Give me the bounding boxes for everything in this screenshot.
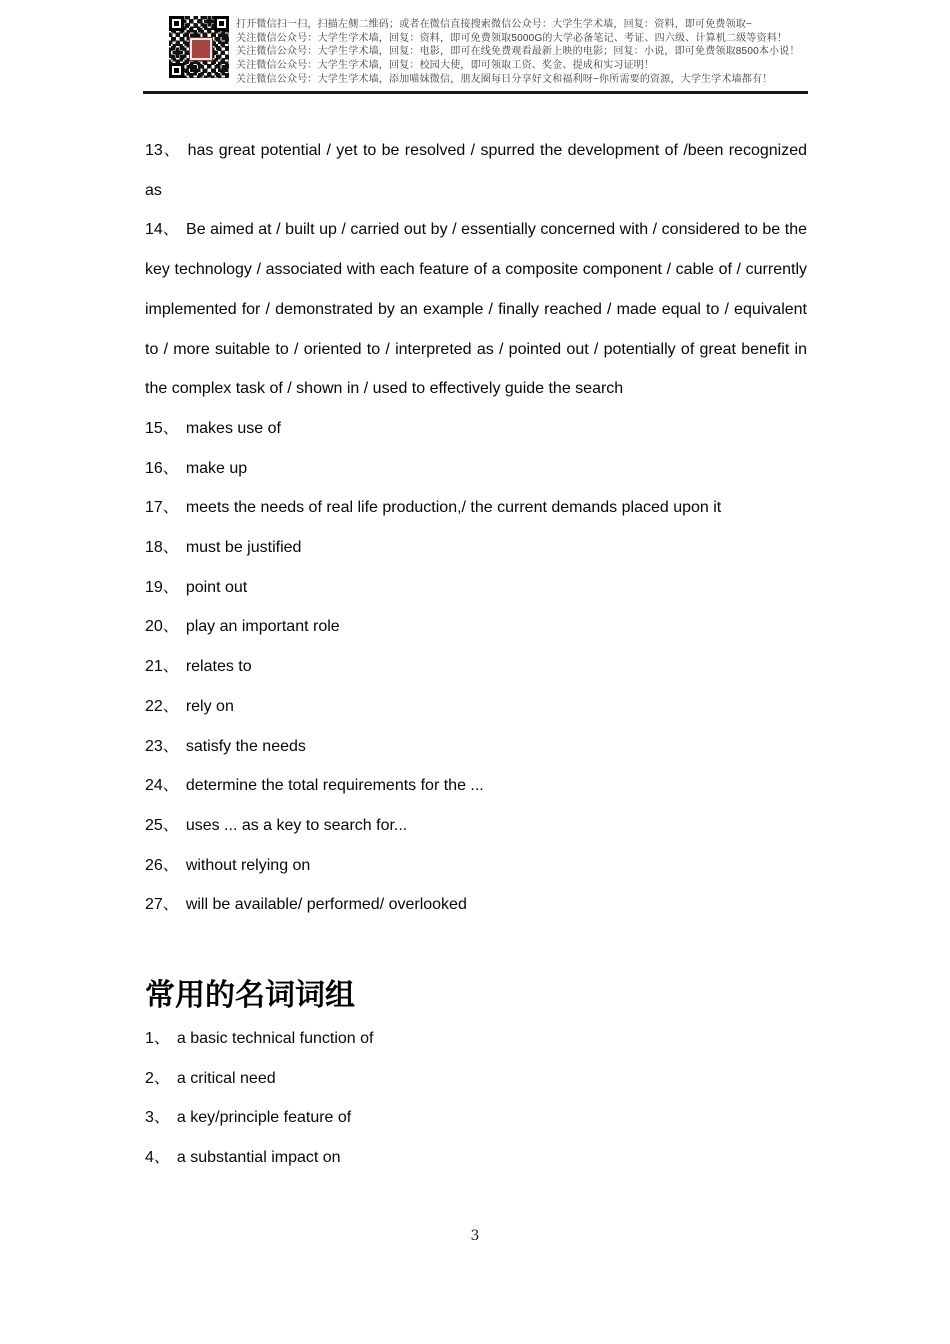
header-line-1: 打开微信扫一扫，扫描左侧二维码；或者在微信直接搜索微信公众号：大学生学术墙，回复：资料，即可免费领取~ <box>236 19 753 30</box>
list-item <box>145 131 807 210</box>
item-text: determine the total requirements for the ... <box>185 777 484 795</box>
page-header <box>169 16 800 87</box>
item-text: a critical need <box>176 1069 276 1087</box>
item-number: 16、 <box>145 459 179 477</box>
item-text: a basic technical function of <box>176 1030 374 1048</box>
item-text: meets the needs of real life production,/ the current demands placed upon it <box>185 499 722 517</box>
list-item <box>145 766 807 806</box>
item-text: has great potential / yet to be resolved / spurred the development of /been recognized as <box>145 142 807 199</box>
list-item <box>145 727 807 767</box>
section-title: 常用的名词词组 <box>145 978 355 1014</box>
item-number: 22、 <box>145 697 179 715</box>
qr-finder-top-right <box>214 16 229 31</box>
header-divider <box>143 91 808 94</box>
header-line-2: 关注微信公众号：大学生学术墙，回复：资料，即可免费领取5000G的大学必备笔记、考证、四六级、计算机二级等资料！ <box>236 32 788 44</box>
item-number: 13、 <box>145 142 181 159</box>
list-item <box>145 1019 807 1059</box>
list-item <box>145 1138 807 1178</box>
item-number: 4、 <box>145 1149 170 1167</box>
item-text: uses ... as a key to search for... <box>185 816 408 834</box>
item-text: relates to <box>185 658 252 676</box>
list-item <box>145 647 807 687</box>
item-text: satisfy the needs <box>185 737 306 755</box>
qr-center-logo <box>190 38 212 60</box>
item-number: 2、 <box>145 1069 170 1087</box>
item-text: rely on <box>185 697 234 715</box>
item-number: 18、 <box>145 539 179 557</box>
item-text: a key/principle feature of <box>176 1109 352 1127</box>
document-body <box>145 131 807 1178</box>
qr-finder-top-left <box>169 16 184 31</box>
list-item <box>145 687 807 727</box>
item-text: Be aimed at / built up / carried out by / essentially concerned with / considered to be the key technology / associated with each feature of a composite component / cable of / currently implemented for / demonstrated by an example / finally reached / made equal to / equivalent to / more suitable to / oriented to / interpreted as / pointed out / potentially of great benefit in the complex task of / shown in / used to effectively guide the search <box>145 221 807 398</box>
list-item <box>145 885 807 925</box>
list-item <box>145 846 807 886</box>
header-line-4: 关注微信公众号：大学生学术墙，回复：校园大使，即可领取工资、奖金、提成和实习证明！ <box>236 60 655 72</box>
item-number: 26、 <box>145 856 179 874</box>
item-number: 19、 <box>145 578 179 596</box>
list-item <box>145 409 807 449</box>
item-number: 23、 <box>145 737 179 755</box>
qr-finder-bottom-left <box>169 63 184 78</box>
header-text-block <box>236 16 800 87</box>
item-number: 3、 <box>145 1109 170 1127</box>
item-text: will be available/ performed/ overlooked <box>185 896 467 914</box>
list-item <box>145 568 807 608</box>
item-text: make up <box>185 459 248 477</box>
item-number: 15、 <box>145 419 179 437</box>
item-number: 24、 <box>145 777 179 795</box>
item-number: 1、 <box>145 1030 170 1048</box>
item-text: play an important role <box>185 618 340 636</box>
list-item <box>145 607 807 647</box>
item-text: must be justified <box>185 539 302 557</box>
header-line-5: 关注微信公众号：大学生学术墙，添加喵妹微信，朋友圈每日分享好文和福利呀~你所需要的资源，大学生学术墙都有！ <box>236 73 773 85</box>
list-item <box>145 1098 807 1138</box>
list-item <box>145 488 807 528</box>
list-item <box>145 1059 807 1099</box>
qr-code-icon <box>169 16 229 78</box>
header-line-3: 关注微信公众号：大学生学术墙，回复：电影，即可在线免费观看最新上映的电影；回复：小说，即可免费领取8500本小说！ <box>236 46 800 58</box>
item-number: 21、 <box>145 658 179 676</box>
item-text: makes use of <box>185 419 281 437</box>
item-number: 14、 <box>145 221 180 239</box>
item-number: 20、 <box>145 618 179 636</box>
list-item <box>145 449 807 489</box>
list-item <box>145 806 807 846</box>
page-number: 3 <box>470 1228 480 1244</box>
item-number: 17、 <box>145 499 179 517</box>
item-text: without relying on <box>185 856 311 874</box>
item-text: a substantial impact on <box>176 1149 341 1167</box>
list-item <box>145 528 807 568</box>
item-text: point out <box>185 578 248 596</box>
item-number: 27、 <box>145 896 179 914</box>
item-number: 25、 <box>145 816 179 834</box>
list-item <box>145 210 807 409</box>
